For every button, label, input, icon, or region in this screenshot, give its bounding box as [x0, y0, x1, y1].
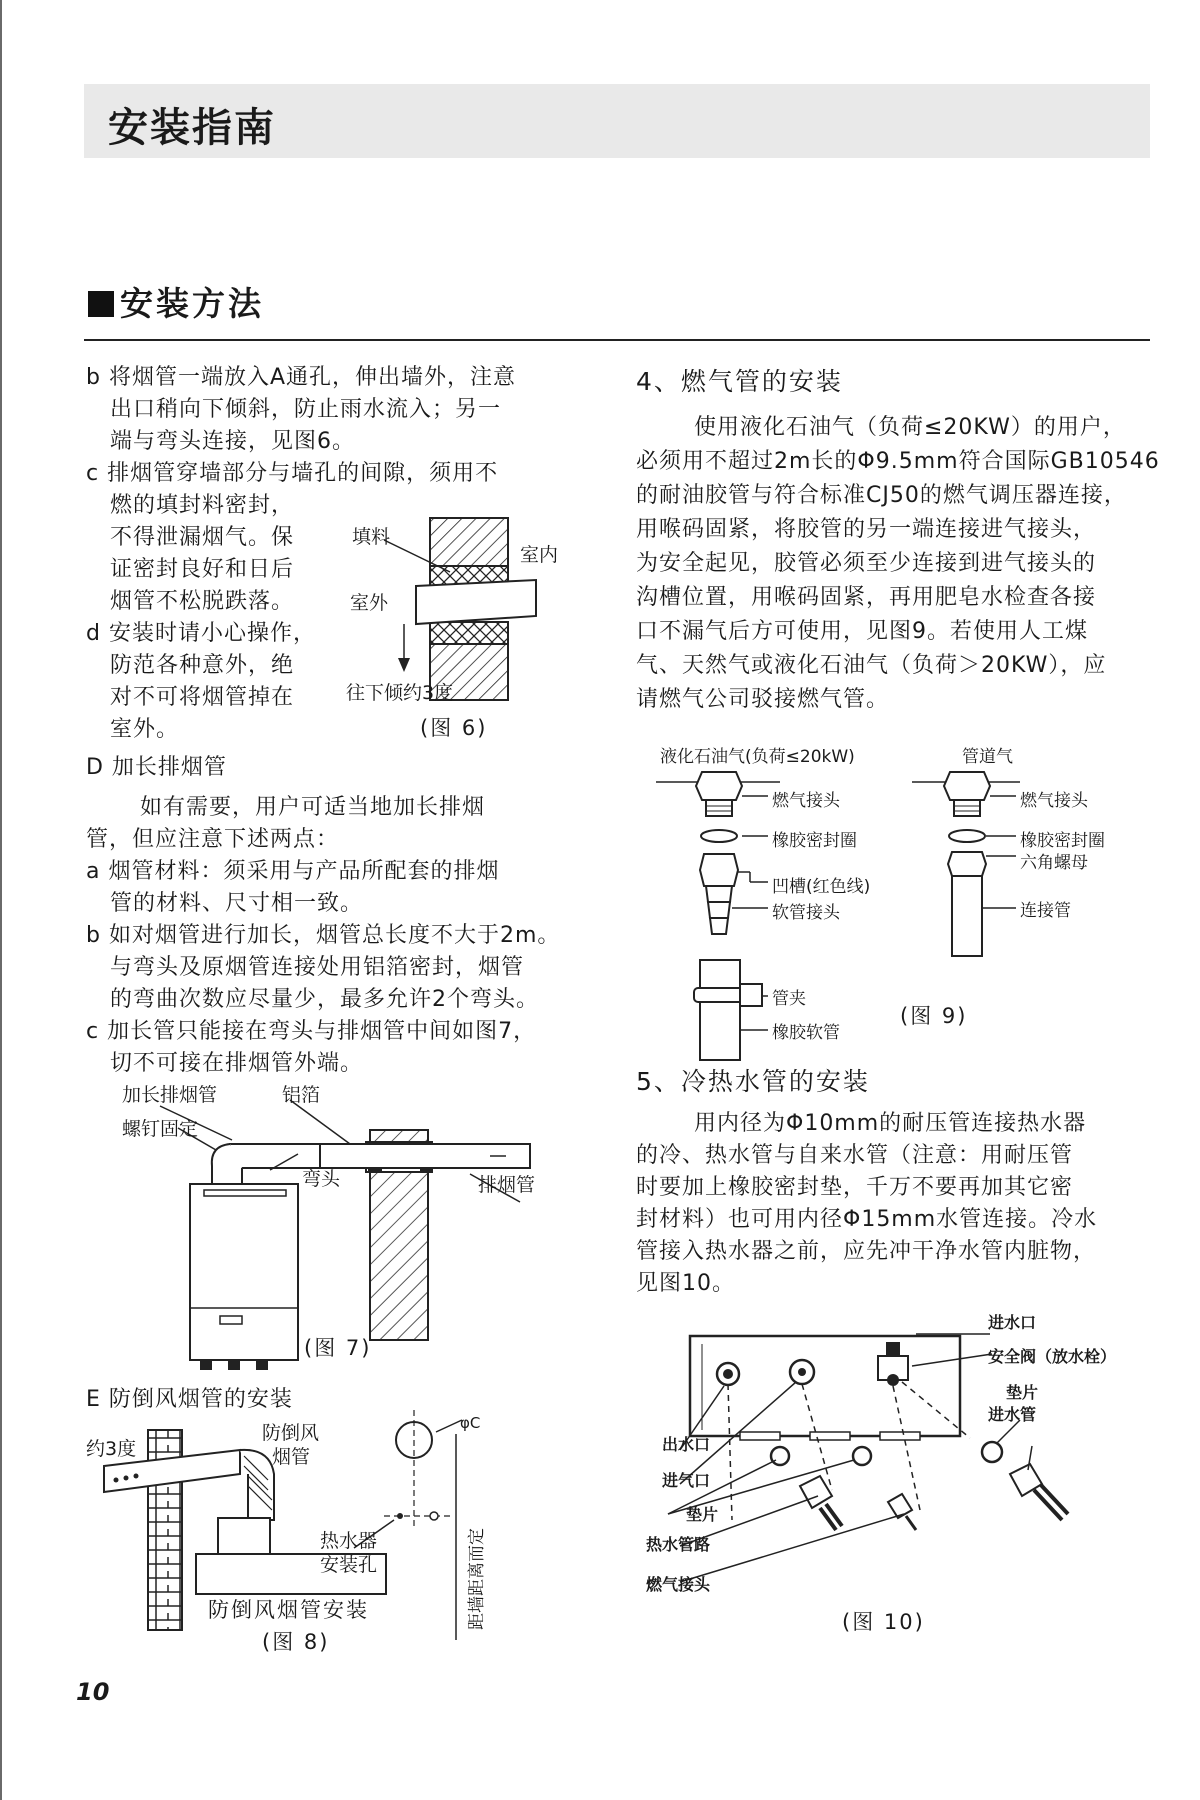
item-c-line3: 不得泄漏烟气。保 [110, 525, 295, 550]
section-5-title: 5、冷热水管的安装 [636, 1067, 870, 1096]
fig9-gas-joint-left: 燃气接头 [772, 791, 840, 811]
D-body-line1: 如有需要，用户可适当地加长排烟 [140, 795, 486, 820]
fig10-gasket-label: 垫片 [1006, 1383, 1039, 1402]
item-c-line4: 证密封良好和日后 [110, 557, 295, 582]
item-b-line2: 出口稍向下倾斜，防止雨水流入；另一 [110, 397, 502, 422]
section-rule [84, 339, 1150, 341]
fig10-gas-in-label: 进气口 [662, 1471, 711, 1490]
fig8-title: 防倒风烟管安装 [208, 1598, 369, 1622]
fig8-caption: (图 8) [262, 1630, 330, 1654]
margin-line [0, 0, 2, 1800]
item-b2-line1: b 如对烟管进行加长，烟管总长度不大于2m。 [86, 923, 561, 948]
section-title [88, 278, 264, 325]
heading-D: D 加长排烟管 [86, 755, 227, 780]
fig7-elbow-label: 弯头 [302, 1168, 341, 1190]
item-d-line1: d 安装时请小心操作， [86, 621, 316, 646]
item-a2-line2: 管的材料、尺寸相一致。 [110, 891, 364, 916]
s5-body-line2: 的冷、热水管与自来水管（注意：用耐压管 [636, 1143, 1074, 1168]
item-d-line4: 室外。 [110, 717, 180, 742]
fig6-caption: (图 6) [420, 716, 488, 740]
s5-body-line5: 管接入热水器之前，应先冲干净水管内脏物， [636, 1239, 1097, 1264]
s4-body-line6: 沟槽位置，用喉码固紧，再用肥皂水检查各接 [636, 585, 1097, 610]
fig6-outdoor-label: 室外 [350, 592, 389, 614]
page-title: 安装指南 [108, 105, 276, 151]
s4-body-line8: 气、天然气或液化石油气（负荷＞20KW），应 [636, 653, 1107, 678]
fig10-gas-joint-label: 燃气接头 [646, 1575, 711, 1594]
s4-body-line2: 必须用不超过2m长的Φ9.5mm符合国际GB10546 [636, 449, 1160, 474]
s4-body-line4: 用喉码固紧，将胶管的另一端连接进气接头， [636, 517, 1097, 542]
fig8-hole-label-1: 热水器 [320, 1530, 378, 1552]
fig9-hose-joint-label: 软管接头 [772, 903, 840, 923]
fig9-caption: (图 9) [900, 1004, 968, 1028]
fig9-gas-joint-right: 燃气接头 [1020, 791, 1088, 811]
fig7-screw-label: 螺钉固定 [122, 1118, 199, 1140]
fig6-indoor-label: 室内 [520, 544, 559, 566]
s4-body-line5: 为安全起见，胶管必须至少连接到进气接头的 [636, 551, 1097, 576]
item-c2-line1: c 加长管只能接在弯头与排烟管中间如图7， [86, 1019, 537, 1044]
s4-body-line1: 使用液化石油气（负荷≤20KW）的用户， [694, 415, 1126, 440]
s4-body-line7: 口不漏气后方可使用，见图9。若使用人工煤 [636, 619, 1088, 644]
fig10-hot-pipe-label: 热水管路 [646, 1535, 711, 1554]
heading-E: E 防倒风烟管的安装 [86, 1387, 293, 1412]
square-bullet-icon [88, 291, 114, 317]
fig9-groove-label: 凹槽(红色线) [772, 877, 871, 897]
fig10-gasket2-label: 垫片 [686, 1505, 719, 1524]
fig10-water-in-label: 进水口 [988, 1313, 1037, 1332]
item-c2-line2: 切不可接在排烟管外端。 [110, 1051, 364, 1076]
header-bar [84, 84, 1150, 158]
fig8-anti-label-1: 防倒风 [262, 1422, 320, 1444]
s5-body-line3: 时要加上橡胶密封垫，千万不要再加其它密 [636, 1175, 1074, 1200]
fig7-caption: (图 7) [304, 1336, 372, 1360]
item-d-line3: 对不可将烟管掉在 [110, 685, 295, 710]
fig8-anti-label-2: 烟管 [272, 1446, 311, 1468]
item-c-line5: 烟管不松脱跌落。 [110, 589, 295, 614]
fig8-angle-label: 约3度 [86, 1438, 137, 1460]
fig9-connector-label: 连接管 [1020, 901, 1071, 921]
fig9-hex-nut-label: 六角螺母 [1020, 853, 1088, 873]
fig8-hole-label-2: 安装孔 [320, 1554, 378, 1576]
fig6-tilt-label: 往下倾约3度 [346, 682, 454, 704]
s5-body-line6: 见图10。 [636, 1271, 735, 1296]
fig9-rubber-ring-right: 橡胶密封圈 [1020, 831, 1105, 851]
D-body-line2: 管，但应注意下述两点： [86, 827, 340, 852]
fig9-clamp-label: 管夹 [772, 989, 806, 1009]
fig10-in-pipe-label: 进水管 [988, 1405, 1037, 1424]
fig8-wall-distance-label: 距墙距离而定 [467, 1528, 487, 1630]
fig7-exhaust-label: 排烟管 [478, 1174, 536, 1196]
s4-body-line3: 的耐油胶管与符合标准CJ50的燃气调压器连接， [636, 483, 1127, 508]
item-b2-line2: 与弯头及原烟管连接处用铝箔密封，烟管 [110, 955, 525, 980]
item-b-line3: 端与弯头连接，见图6。 [110, 429, 355, 454]
item-a2-line1: a 烟管材料：须采用与产品所配套的排烟 [86, 859, 500, 884]
item-d-line2: 防范各种意外，绝 [110, 653, 295, 678]
fig8-phi-label: φC [460, 1414, 481, 1432]
item-c-line2: 燃的填封料密封， [110, 493, 295, 518]
fig9-lpg-label: 液化石油气(负荷≤20kW) [660, 747, 855, 767]
page-number: 10 [76, 1678, 110, 1706]
fig9-rubber-hose-label: 橡胶软管 [772, 1023, 840, 1043]
fig9-pipe-gas-label: 管道气 [962, 747, 1013, 767]
fig6-filler-label: 填料 [352, 526, 391, 548]
fig7-foil-label: 铝箔 [282, 1084, 321, 1106]
fig9-rubber-ring-left: 橡胶密封圈 [772, 831, 857, 851]
s5-body-line4: 封材料）也可用内径Φ15mm水管连接。冷水 [636, 1207, 1098, 1232]
section-4-title: 4、燃气管的安装 [636, 367, 843, 396]
item-c-line1: c 排烟管穿墙部分与墙孔的间隙，须用不 [86, 461, 499, 486]
s5-body-line1: 用内径为Φ10mm的耐压管连接热水器 [694, 1111, 1087, 1136]
fig10-caption: (图 10) [842, 1610, 925, 1634]
fig7-ext-pipe-label: 加长排烟管 [122, 1084, 218, 1106]
item-b2-line3: 的弯曲次数应尽量少，最多允许2个弯头。 [110, 987, 539, 1012]
fig10-safety-valve-label: 安全阀（放水栓） [988, 1347, 1117, 1366]
item-b-line1: b 将烟管一端放入A通孔，伸出墙外，注意 [86, 365, 517, 390]
fig10-water-out-label: 出水口 [662, 1435, 711, 1454]
section-title-text: 安装方法 [120, 284, 264, 323]
s4-body-line9: 请燃气公司驳接燃气管。 [636, 687, 890, 712]
